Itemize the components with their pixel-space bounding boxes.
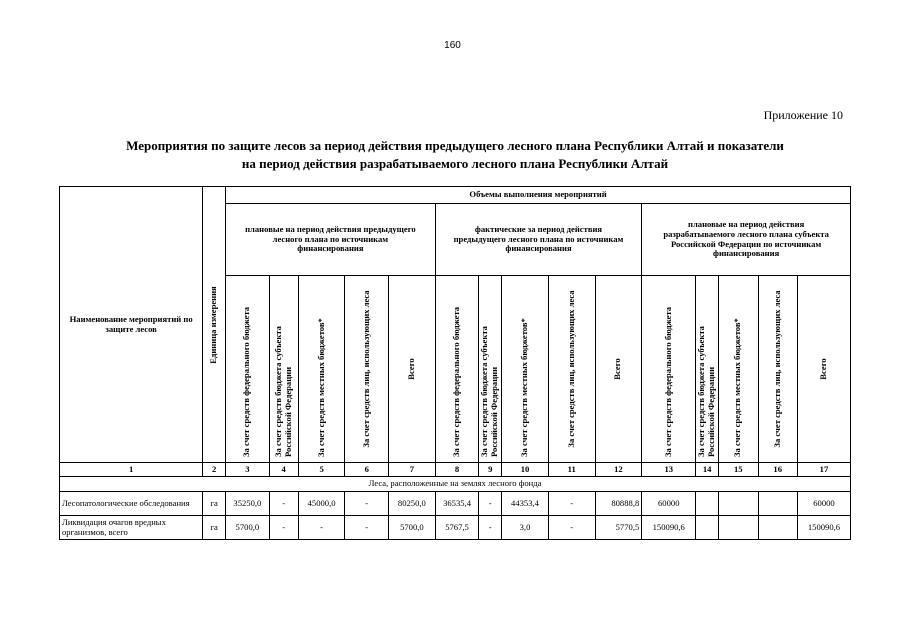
- column-number: 11: [548, 463, 595, 477]
- page-number: 160: [444, 40, 461, 51]
- title-line-1: Мероприятия по защите лесов за период действия предыдущего лесного плана Республики Алтай и показатели: [126, 138, 784, 153]
- header-group-planned-previous: плановые на период действия предыдущего лесного плана по источникам финансирования: [226, 204, 436, 276]
- row-value: 150090,6: [642, 516, 696, 540]
- row-value: -: [345, 516, 389, 540]
- column-number: 4: [269, 463, 298, 477]
- column-number-row: [60, 463, 851, 477]
- header-name-column: Наименование мероприятий по защите лесов: [60, 187, 203, 463]
- row-value: 5770,5: [595, 516, 642, 540]
- header-volumes: Объемы выполнения мероприятий: [226, 187, 851, 204]
- column-number: 16: [758, 463, 797, 477]
- row-value: [758, 516, 797, 540]
- table-row: [60, 492, 851, 516]
- header-sub-regional: За счет средств бюджета субъекта Российской Федерации: [479, 276, 502, 463]
- header-sub-local: За счет средств местных бюджетов*: [502, 276, 549, 463]
- header-group-actual-previous: фактические за период действия предыдущего лесного плана по источникам финансирования: [435, 204, 642, 276]
- row-value: -: [345, 492, 389, 516]
- column-number: 8: [435, 463, 479, 477]
- row-unit: га: [203, 516, 226, 540]
- row-value: -: [269, 516, 298, 540]
- column-number: 14: [696, 463, 719, 477]
- header-sub-total: Всего: [389, 276, 436, 463]
- row-value: 5700,0: [389, 516, 436, 540]
- column-number: 13: [642, 463, 696, 477]
- row-value: 60000: [797, 492, 850, 516]
- header-sub-local: За счет средств местных бюджетов*: [298, 276, 345, 463]
- row-value: 44353,4: [502, 492, 549, 516]
- row-value: [758, 492, 797, 516]
- header-sub-federal: За счет средств федерального бюджета: [226, 276, 270, 463]
- header-sub-federal: За счет средств федерального бюджета: [642, 276, 696, 463]
- row-name: Ликвидация очагов вредных организмов, всего: [60, 516, 203, 540]
- row-value: 36535,4: [435, 492, 479, 516]
- title-line-2: на период действия разрабатываемого лесного плана Республики Алтай: [241, 156, 669, 171]
- column-number: 5: [298, 463, 345, 477]
- header-unit-column: [203, 187, 226, 463]
- row-value: [696, 516, 719, 540]
- column-number: 9: [479, 463, 502, 477]
- header-sub-users: За счет средств лиц, использующих леса: [548, 276, 595, 463]
- column-number: 1: [60, 463, 203, 477]
- row-value: -: [479, 492, 502, 516]
- row-value: -: [269, 492, 298, 516]
- appendix-label: Приложение 10: [763, 108, 843, 122]
- row-value: 45000,0: [298, 492, 345, 516]
- header-sub-regional: За счет средств бюджета субъекта Российской Федерации: [696, 276, 719, 463]
- row-value: [696, 492, 719, 516]
- column-number: 10: [502, 463, 549, 477]
- header-sub-local: За счет средств местных бюджетов*: [719, 276, 758, 463]
- header-sub-regional: За счет средств бюджета субъекта Российской Федерации: [269, 276, 298, 463]
- header-sub-total: Всего: [595, 276, 642, 463]
- row-value: -: [548, 492, 595, 516]
- section-heading: Леса, расположенные на землях лесного фонда: [60, 477, 851, 492]
- row-value: -: [548, 516, 595, 540]
- row-value: 35250,0: [226, 492, 270, 516]
- header-sub-total: Всего: [797, 276, 850, 463]
- column-number: 3: [226, 463, 270, 477]
- row-value: 5767,5: [435, 516, 479, 540]
- row-value: 80250,0: [389, 492, 436, 516]
- row-value: [719, 492, 758, 516]
- table-row: [60, 516, 851, 540]
- header-sub-federal: За счет средств федерального бюджета: [435, 276, 479, 463]
- row-value: 150090,6: [797, 516, 850, 540]
- document-title: [40, 137, 870, 173]
- row-value: 5700,0: [226, 516, 270, 540]
- header-unit-label: Единица измерения: [208, 285, 219, 364]
- row-unit: га: [203, 492, 226, 516]
- column-number: 6: [345, 463, 389, 477]
- row-value: [719, 516, 758, 540]
- row-value: 80888,8: [595, 492, 642, 516]
- column-number: 15: [719, 463, 758, 477]
- header-sub-users: За счет средств лиц, использующих леса: [345, 276, 389, 463]
- header-group-planned-new: плановые на период действия разрабатываемого лесного плана субъекта Российской Федерации по источникам финансирования: [642, 204, 851, 276]
- row-value: -: [479, 516, 502, 540]
- row-value: 3,0: [502, 516, 549, 540]
- row-value: -: [298, 516, 345, 540]
- measures-table: [59, 186, 851, 540]
- row-name: Лесопатологические обследования: [60, 492, 203, 516]
- header-sub-users: За счет средств лиц, использующих леса: [758, 276, 797, 463]
- column-number: 17: [797, 463, 850, 477]
- column-number: 7: [389, 463, 436, 477]
- column-number: 12: [595, 463, 642, 477]
- column-number: 2: [203, 463, 226, 477]
- row-value: 60000: [642, 492, 696, 516]
